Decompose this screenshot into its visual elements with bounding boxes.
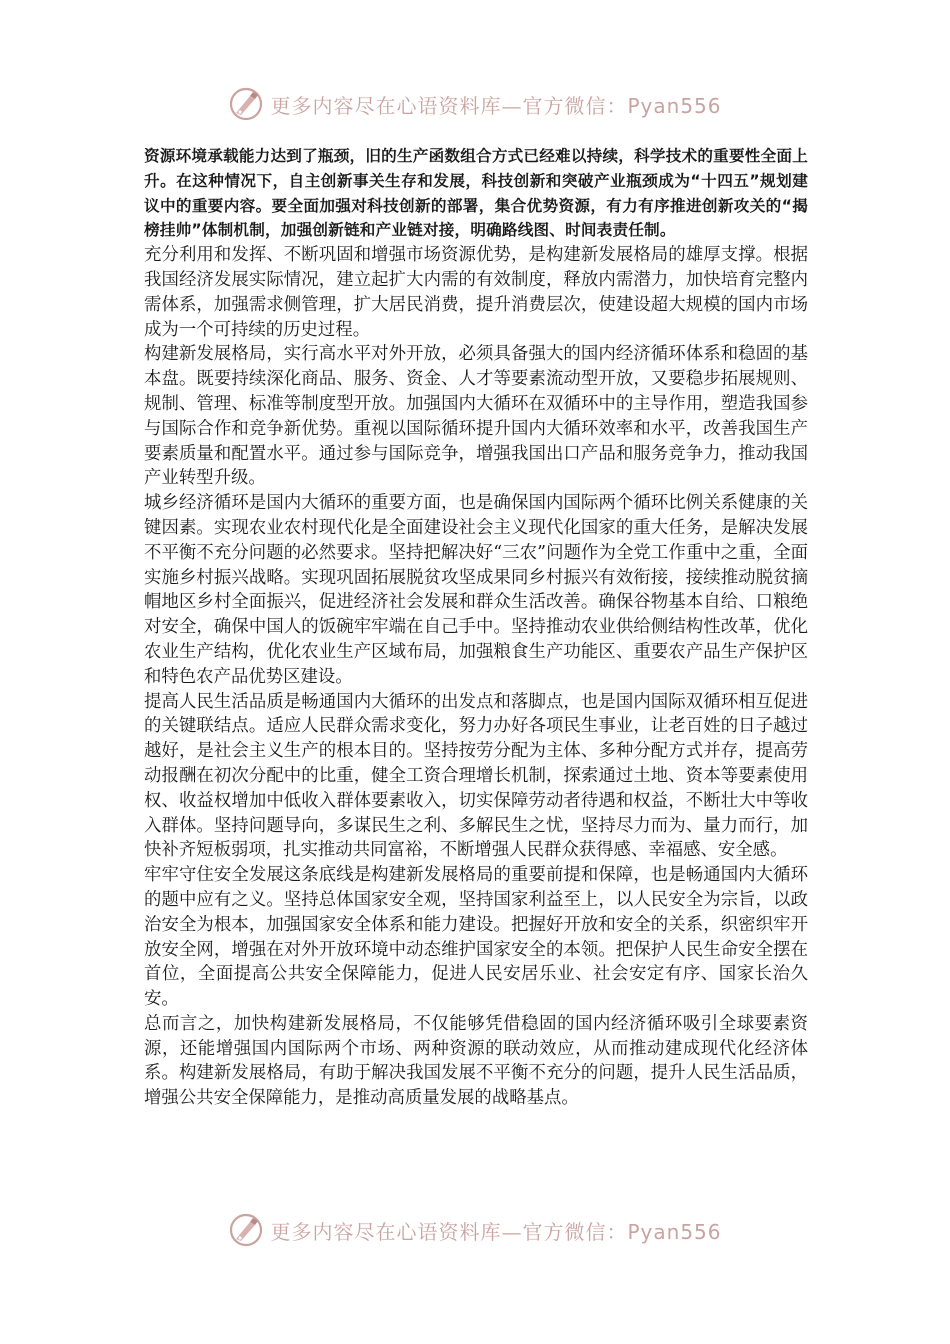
- paragraph-4: 城乡经济循环是国内大循环的重要方面，也是确保国内国际两个循环比例关系健康的关键因素。实现农业农村现代化是全面建设社会主义现代化国家的重大任务，是解决发展不平衡不充分问题的必然要求。坚持把解决好“三农”问题作为全党工作重中之重，全面实施乡村振兴战略。实现巩固拓展脱贫攻坚成果同乡村振兴有效衔接，接续推动脱贫摘帽地区乡村全面振兴，促进经济社会发展和群众生活改善。确保谷物基本自给、口粮绝对安全，确保中国人的饭碗牢牢端在自己手中。坚持推动农业供给侧结构性改革，优化农业生产结构，优化农业生产区域布局，加强粮食生产功能区、重要农产品生产保护区和特色农产品优势区建设。: [144, 493, 808, 687]
- footer-banner: [0, 1210, 950, 1250]
- paragraph-5: 提高人民生活品质是畅通国内大循环的出发点和落脚点，也是国内国际双循环相互促进的关键联结点。适应人民群众需求变化，努力办好各项民生事业，让老百姓的日子越过越好，是社会主义生产的根本目的。坚持按劳分配为主体、多种分配方式并存，提高劳动报酬在初次分配中的比重，健全工资合理增长机制，探索通过土地、资本等要素使用权、收益权增加中低收入群体要素收入，切实保障劳动者待遇和权益，不断壮大中等收入群体。坚持问题导向，多谋民生之利、多解民生之忧，坚持尽力而为、量力而行，加快补齐短板弱项，扎实推动共同富裕，不断增强人民群众获得感、幸福感、安全感。: [144, 691, 808, 861]
- paragraph-6: 牢牢守住安全发展这条底线是构建新发展格局的重要前提和保障，也是畅通国内大循环的题中应有之义。坚持总体国家安全观，坚持国家利益至上，以人民安全为宗旨，以政治安全为根本，加强国家安全体系和能力建设。把握好开放和安全的关系，织密织牢开放安全网，增强在对外开放环境中动态维护国家安全的本领。把保护人民生命安全摆在首位，全面提高公共安全保障能力，促进人民安居乐业、社会安定有序、国家长治久安。: [144, 865, 808, 1010]
- paragraph-3: 构建新发展格局，实行高水平对外开放，必须具备强大的国内经济循环体系和稳固的基本盘。既要持续深化商品、服务、资金、人才等要素流动型开放，又要稳步拓展规则、规制、管理、标准等制度型开放。加强国内大循环在双循环中的主导作用，塑造我国参与国际合作和竞争新优势。重视以国际循环提升国内大循环效率和水平，改善我国生产要素质量和配置水平。通过参与国际竞争，增强我国出口产品和服务竞争力，推动我国产业转型升级。: [144, 344, 808, 489]
- banner-text: 更多内容尽在心语资料库—官方微信：Pyan556: [270, 93, 722, 118]
- paragraph-7: 总而言之，加快构建新发展格局，不仅能够凭借稳固的国内经济循环吸引全球要素资源，还能增强国内国际两个市场、两种资源的联动效应，从而推动建成现代化经济体系。构建新发展格局，有助于解决我国发展不平衡不充分的问题，提升人民生活品质，增强公共安全保障能力，是推动高质量发展的战略基点。: [144, 1013, 808, 1109]
- paragraph-2: 充分利用和发挥、不断巩固和增强市场资源优势，是构建新发展格局的雄厚支撑。根据我国经济发展实际情况，建立起扩大内需的有效制度，释放内需潜力，加快培育完整内需体系，加强需求侧管理，扩大居民消费，提升消费层次，使建设超大规模的国内市场成为一个可持续的历史过程。: [144, 245, 808, 340]
- banner-text: 更多内容尽在心语资料库—官方微信：Pyan556: [270, 1219, 722, 1244]
- pen-nib-logo-icon: [228, 1212, 264, 1248]
- pen-nib-logo-icon: [228, 86, 264, 122]
- document-body: [144, 144, 808, 1111]
- paragraph-1: 资源环境承载能力达到了瓶颈，旧的生产函数组合方式已经难以持续，科学技术的重要性全面上升。在这种情况下，自主创新事关生存和发展，科技创新和突破产业瓶颈成为“十四五”规划建议中的重要内容。要全面加强对科技创新的部署，集合优势资源，有力有序推进创新攻关的“揭榜挂帅”体制机制，加强创新链和产业链对接，明确路线图、时间表责任制。: [144, 147, 808, 240]
- header-banner: [0, 84, 950, 124]
